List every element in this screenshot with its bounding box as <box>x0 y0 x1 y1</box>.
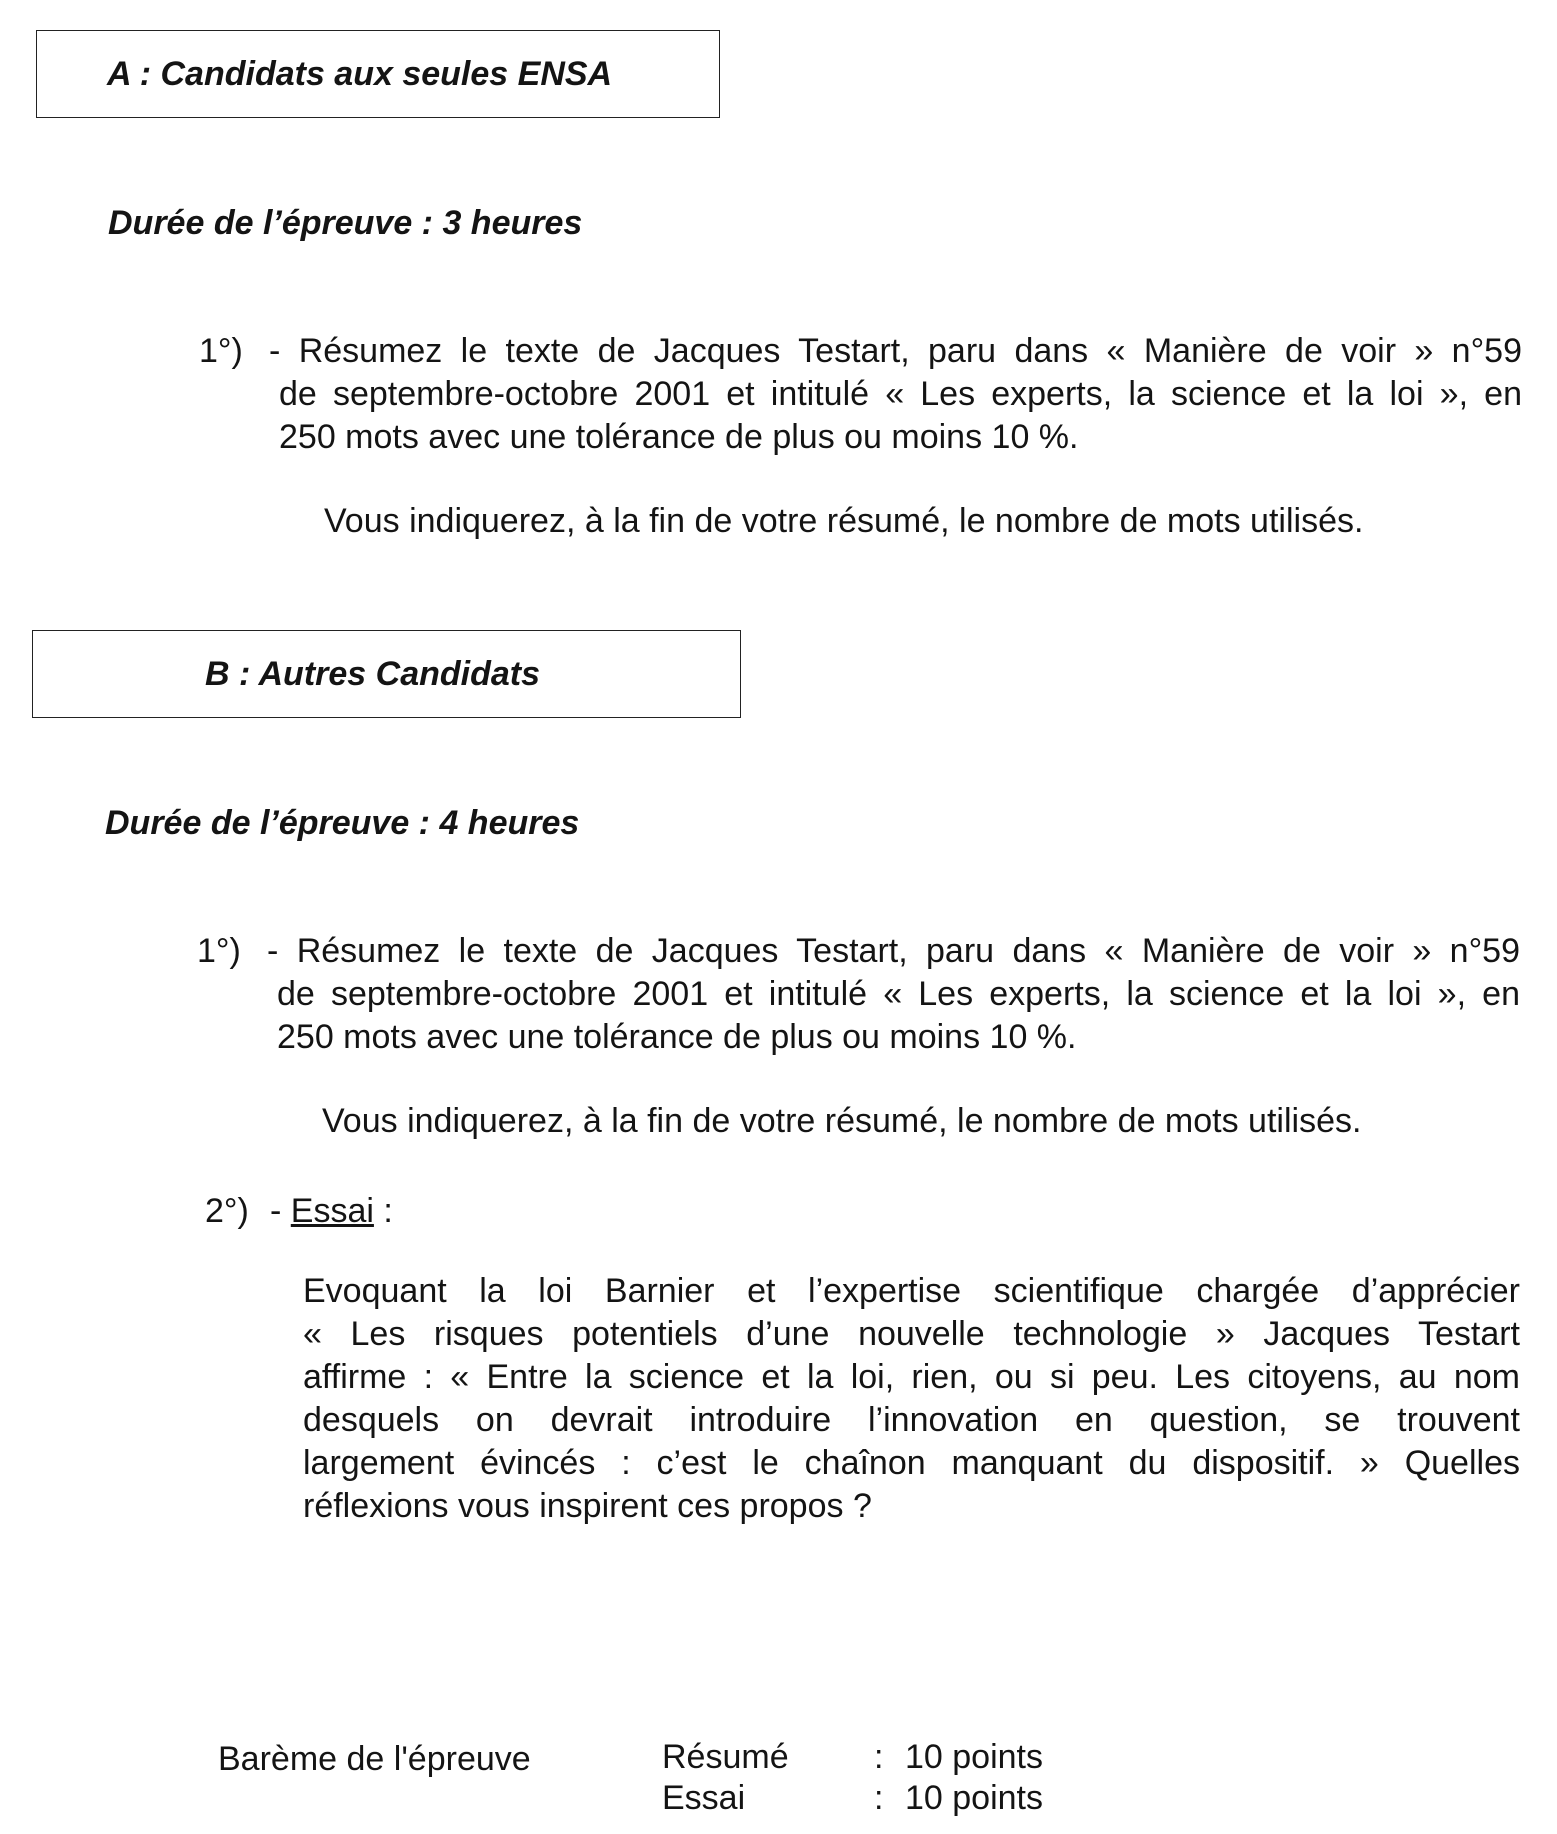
section-a-q1-line: 250 mots avec une tolérance de plus ou moins 10 %. <box>279 418 1079 456</box>
section-b-q1-text <box>267 930 1520 1059</box>
bareme-points: 10 points <box>905 1738 1043 1776</box>
bareme-label: Barème de l'épreuve <box>218 1740 531 1778</box>
section-b-q2-label: Essai <box>290 1192 374 1230</box>
section-b-q2-line: « Les risques potentiels d’une nouvelle technologie » Jacques Testart <box>303 1315 1520 1353</box>
section-a-header: A : Candidats aux seules ENSA <box>107 54 613 93</box>
section-b-q2-line: largement évincés : c’est le chaînon manquant du dispositif. » Quelles <box>303 1444 1520 1482</box>
section-b-q2-line: affirme : « Entre la science et la loi, rien, ou si peu. Les citoyens, au nom <box>303 1358 1520 1396</box>
section-b-q1-line: de septembre-octobre 2001 et intitulé « Les experts, la science et la loi », en <box>277 975 1520 1013</box>
section-b-q1-line: - Résumez le texte de Jacques Testart, paru dans « Manière de voir » n°59 <box>267 932 1520 970</box>
section-b-q2-text <box>303 1270 1520 1528</box>
section-b-header-box <box>32 630 741 718</box>
bareme-item: Essai <box>662 1779 746 1817</box>
bareme-points: 10 points <box>905 1779 1043 1817</box>
bareme-separator: : <box>874 1738 884 1776</box>
section-a-q1-number: 1°) <box>199 332 243 370</box>
section-b-q1-line: 250 mots avec une tolérance de plus ou moins 10 %. <box>277 1018 1077 1056</box>
section-a-q1-note: Vous indiquerez, à la fin de votre résumé, le nombre de mots utilisés. <box>324 502 1364 540</box>
section-b-duration: Durée de l’épreuve : 4 heures <box>105 804 580 842</box>
section-b-q1-number: 1°) <box>197 932 241 970</box>
section-a-q1-text <box>269 330 1522 459</box>
section-b-q2-line: desquels on devrait introduire l’innovation en question, se trouvent <box>303 1401 1520 1439</box>
section-b-q2-number: 2°) <box>205 1192 249 1230</box>
section-b-q1-note: Vous indiquerez, à la fin de votre résumé, le nombre de mots utilisés. <box>322 1102 1362 1140</box>
bareme-item: Résumé <box>662 1738 789 1776</box>
section-b-q2-heading <box>270 1192 393 1231</box>
section-b-q2-line: réflexions vous inspirent ces propos ? <box>303 1487 872 1525</box>
section-b-header: B : Autres Candidats <box>205 654 541 693</box>
section-a-q1-line: de septembre-octobre 2001 et intitulé « Les experts, la science et la loi », en <box>279 375 1522 413</box>
section-a-header-box <box>36 30 720 118</box>
section-a-q1-line: - Résumez le texte de Jacques Testart, paru dans « Manière de voir » n°59 <box>269 332 1522 370</box>
section-b-q2-dash: - <box>270 1192 291 1230</box>
section-b-q2-colon: : <box>373 1192 393 1230</box>
section-a-duration: Durée de l’épreuve : 3 heures <box>108 204 583 242</box>
bareme-separator: : <box>874 1779 884 1817</box>
section-b-q2-line: Evoquant la loi Barnier et l’expertise scientifique chargée d’apprécier <box>303 1272 1520 1310</box>
